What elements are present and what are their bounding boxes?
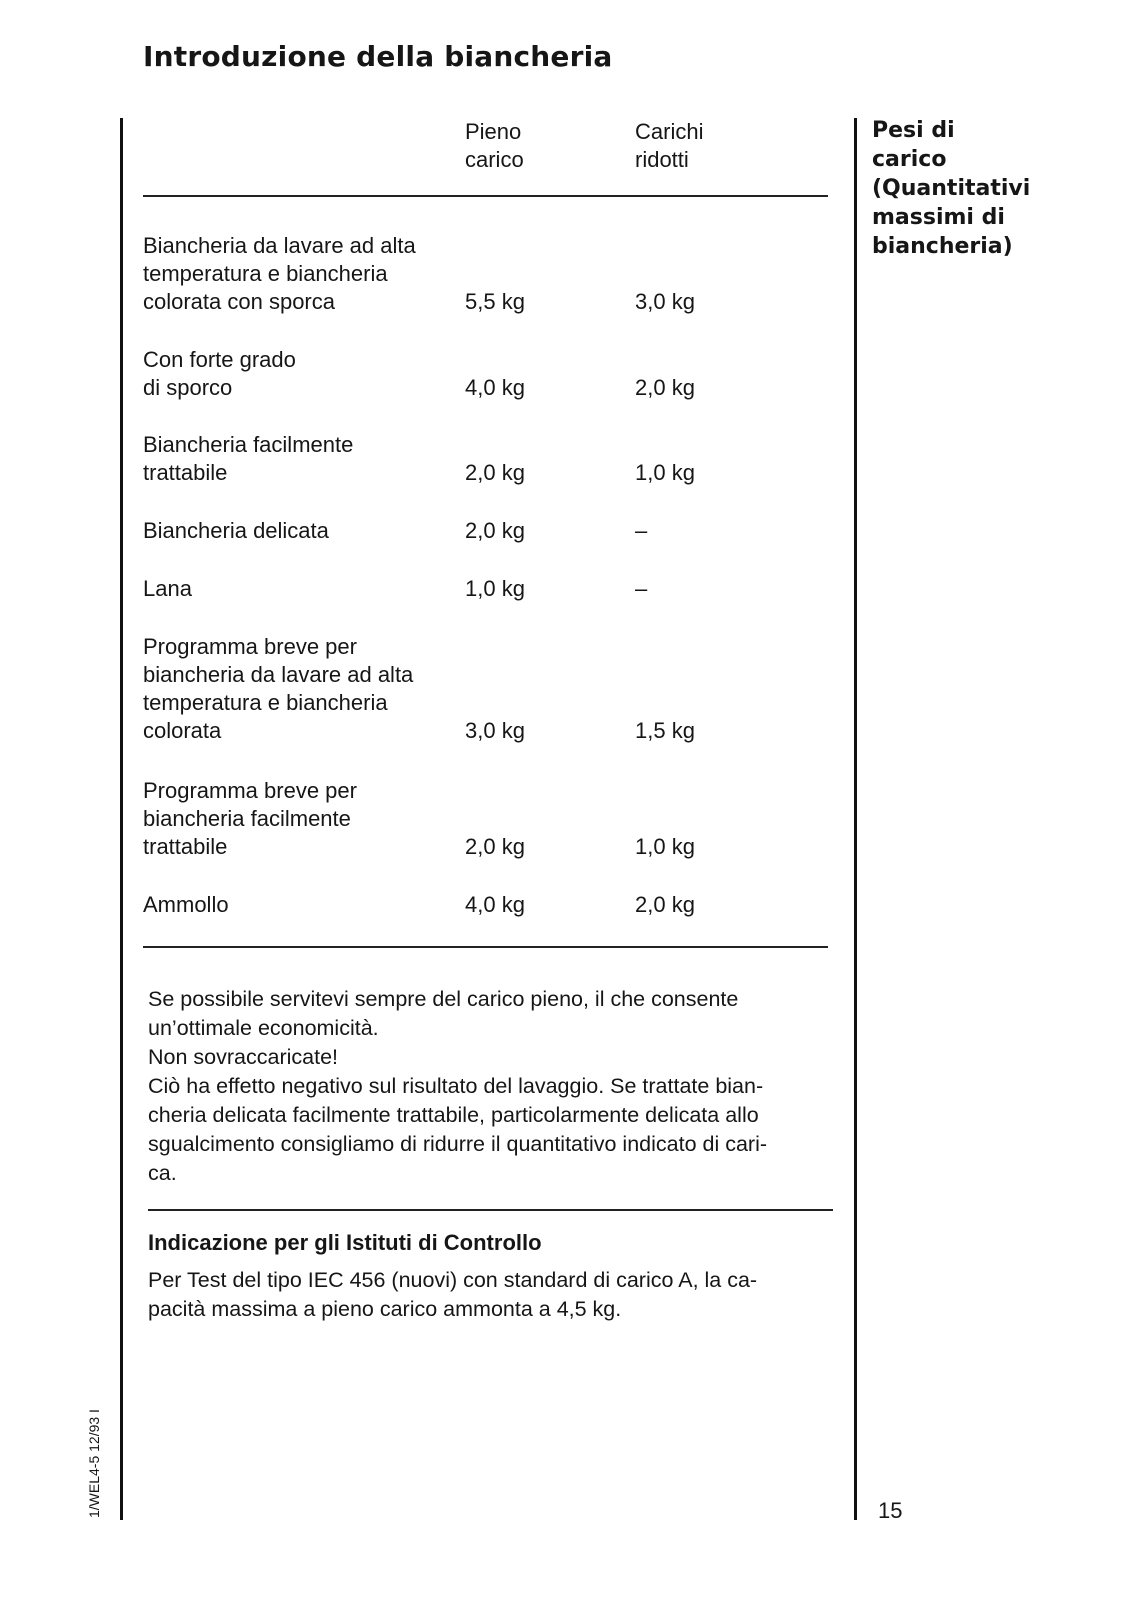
row-reduced-load: – xyxy=(635,518,648,543)
row-label: Programma breve per biancheria da lavare ad alta temperatura e biancheria colorata xyxy=(143,634,414,743)
row-label: Ammollo xyxy=(143,892,229,917)
row-full-load: 2,0 kg xyxy=(465,518,525,543)
page-title: Introduzione della biancheria xyxy=(143,40,613,73)
advice-line: cheria delicata facilmente trattabile, particolarmente delicata allo xyxy=(148,1103,759,1127)
row-reduced-load: 1,0 kg xyxy=(635,834,695,859)
right-margin-rule xyxy=(854,118,857,1520)
table-row xyxy=(143,346,843,402)
loading-advice-text xyxy=(148,985,838,1188)
table-row xyxy=(143,517,843,545)
column-header-reduced-load: Carichi ridotti xyxy=(635,119,704,172)
row-reduced-load: 3,0 kg xyxy=(635,289,695,314)
advice-line: sgualcimento consigliamo di ridurre il quantitativo indicato di cari- xyxy=(148,1132,768,1156)
row-label: Biancheria da lavare ad alta temperatura e biancheria colorata con sporca xyxy=(143,233,416,314)
row-label: Programma breve per biancheria facilmente trattabile xyxy=(143,778,357,859)
row-label: Biancheria facilmente trattabile xyxy=(143,432,354,485)
left-margin-rule xyxy=(120,118,123,1520)
document-code: 1/WEL4-5 12/93 I xyxy=(86,1409,102,1518)
table-bottom-rule xyxy=(143,946,828,948)
advice-line: Ciò ha effetto negativo sul risultato del lavaggio. Se trattate bian- xyxy=(148,1074,764,1098)
row-full-load: 2,0 kg xyxy=(465,834,525,859)
row-full-load: 5,5 kg xyxy=(465,289,525,314)
advice-line: ca. xyxy=(148,1161,177,1185)
sidebar-heading-line: (Quantitativi xyxy=(872,176,1031,201)
test-institutes-heading: Indicazione per gli Istituti di Controllo xyxy=(148,1230,542,1255)
table-row xyxy=(143,575,843,603)
table-row xyxy=(143,232,843,316)
advice-line: Se possibile servitevi sempre del carico pieno, il che consente xyxy=(148,987,739,1011)
column-header-full-load: Pieno carico xyxy=(465,119,524,172)
row-label: Con forte grado di sporco xyxy=(143,347,296,400)
row-reduced-load: 1,0 kg xyxy=(635,460,695,485)
sidebar-heading xyxy=(872,116,1112,261)
sidebar-heading-line: biancheria) xyxy=(872,234,1013,259)
sidebar-heading-line: massimi di xyxy=(872,205,1005,230)
row-full-load: 3,0 kg xyxy=(465,718,525,743)
advice-line: un’ottimale economicità. xyxy=(148,1016,379,1040)
table-row xyxy=(143,891,843,919)
table-row xyxy=(143,777,843,861)
test-line: pacità massima a pieno carico ammonta a 4,5 kg. xyxy=(148,1297,622,1321)
row-full-load: 1,0 kg xyxy=(465,576,525,601)
row-reduced-load: 2,0 kg xyxy=(635,892,695,917)
row-full-load: 4,0 kg xyxy=(465,375,525,400)
table-row xyxy=(143,633,843,745)
sidebar-heading-line: carico xyxy=(872,147,947,172)
row-full-load: 2,0 kg xyxy=(465,460,525,485)
test-line: Per Test del tipo IEC 456 (nuovi) con standard di carico A, la ca- xyxy=(148,1268,758,1292)
row-reduced-load: 2,0 kg xyxy=(635,375,695,400)
advice-line: Non sovraccaricate! xyxy=(148,1045,338,1069)
row-label: Biancheria delicata xyxy=(143,518,329,543)
section-divider xyxy=(148,1209,833,1211)
page-number: 15 xyxy=(878,1498,903,1523)
test-institutes-text xyxy=(148,1266,838,1324)
row-label: Lana xyxy=(143,576,192,601)
row-full-load: 4,0 kg xyxy=(465,892,525,917)
sidebar-heading-line: Pesi di xyxy=(872,118,955,143)
row-reduced-load: 1,5 kg xyxy=(635,718,695,743)
table-top-rule xyxy=(143,195,828,197)
table-row xyxy=(143,431,843,487)
row-reduced-load: – xyxy=(635,576,648,601)
